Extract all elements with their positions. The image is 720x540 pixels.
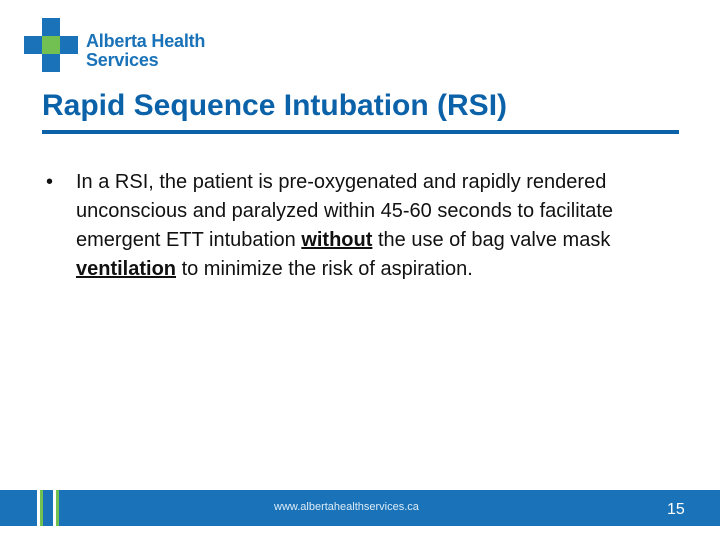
title-underline-rule: [42, 130, 679, 134]
bullet-text-segment-3: to minimize the risk of aspiration.: [176, 258, 473, 280]
bullet-text-segment-1: In a RSI, the patient is pre-oxygenated and rapidly rendered unconscious and paralyzed within 45-60 seconds to facilitate emergent ETT intubation: [76, 171, 613, 251]
alberta-health-services-logo: [24, 18, 214, 72]
bullet-emphasis-without: without: [301, 229, 373, 251]
logo-cross-icon: [24, 18, 78, 72]
bullet-icon: •: [46, 171, 54, 193]
slide-content: [46, 168, 666, 284]
footer-green-stripe-left: [40, 490, 43, 526]
footer-green-stripe-right: [56, 490, 59, 526]
logo-line-1: Alberta Health: [86, 31, 206, 51]
bullet-text: [76, 168, 661, 284]
bullet-emphasis-ventilation: ventilation: [76, 258, 177, 280]
footer-url: www.albertahealthservices.ca: [274, 501, 419, 513]
page-number: 15: [667, 501, 685, 518]
bullet-item: [46, 168, 666, 284]
slide-title: Rapid Sequence Intubation (RSI): [42, 89, 508, 122]
logo-line-2: Services: [86, 50, 159, 70]
bullet-text-segment-2: the use of bag valve mask: [372, 229, 611, 251]
logo-text: [86, 32, 205, 70]
